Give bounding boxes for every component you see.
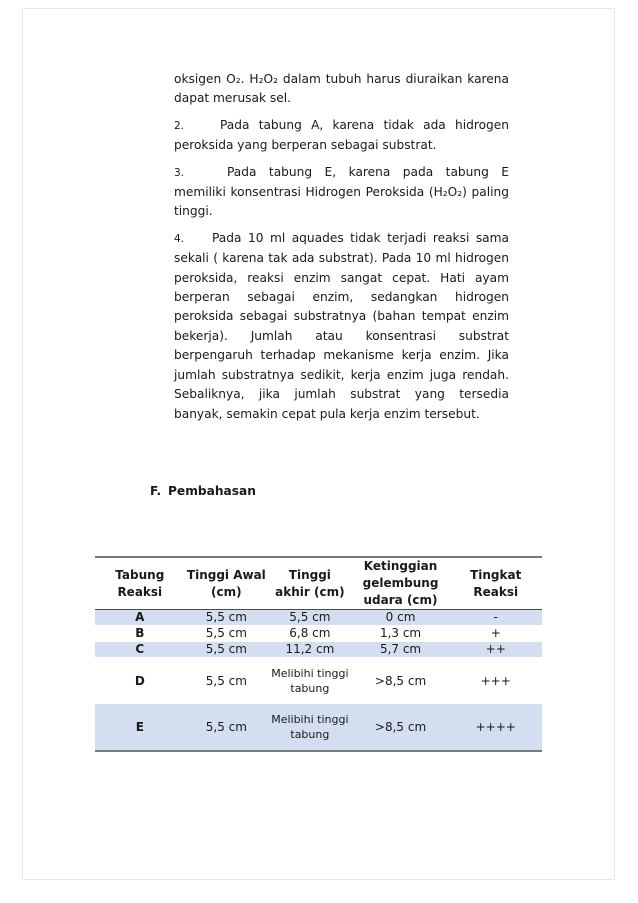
header-ketinggian-gelembung: Ketinggian gelembung udara (cm) [352, 557, 450, 610]
cell-awal: 5,5 cm [185, 626, 269, 642]
header-tinggi-awal: Tinggi Awal (cm) [185, 557, 269, 610]
point-text: Pada tabung E, karena pada tabung E memiliki konsentrasi Hidrogen Peroksida (H₂O₂) paling tinggi. [174, 164, 509, 219]
cell-tabung: C [95, 642, 185, 658]
cell-gelembung: 1,3 cm [352, 626, 450, 642]
point-number: 4. [174, 232, 185, 245]
section-heading [150, 484, 256, 498]
cell-awal: 5,5 cm [185, 642, 269, 658]
table-row [95, 704, 542, 751]
table-row [95, 610, 542, 626]
cell-tingkat: ++ [449, 642, 542, 658]
paragraph-point-2 [174, 116, 509, 156]
point-text: Pada 10 ml aquades tidak terjadi reaksi sama sekali ( karena tak ada substrat). Pada 10 ml hidrogen peroksida, reaksi enzim sangat cepat. Hati ayam berperan sebagai enzim, sedangkan hidrogen peroksida sebagai substratnya (bahan tempat enzim bekerja). Jumlah atau konsentrasi substrat berpengaruh terhadap mekanisme kerja enzim. Jika jumlah substratnya sedikit, kerja enzim juga rendah. Sebaliknya, jika jumlah substrat yang tersedia banyak, semakin cepat pula kerja enzim tersebut. [174, 230, 509, 421]
point-text: Pada tabung A, karena tidak ada hidrogen peroksida yang berperan sebagai substrat. [174, 117, 509, 153]
cell-awal: 5,5 cm [185, 610, 269, 626]
cell-akhir: Melibihi tinggi tabung [271, 667, 349, 695]
cell-tingkat: ++++ [449, 704, 542, 751]
cell-awal: 5,5 cm [205, 673, 247, 688]
table-row [95, 642, 542, 658]
cell-tabung: E [95, 704, 185, 751]
header-tabung-reaksi: Tabung Reaksi [95, 557, 185, 610]
cell-tingkat: - [449, 610, 542, 626]
header-tingkat-reaksi: Tingkat Reaksi [449, 557, 542, 610]
cell-gelembung: >8,5 cm [352, 704, 450, 751]
paragraph-point-3 [174, 163, 509, 222]
cell-akhir: 5,5 cm [268, 610, 352, 626]
cell-gelembung: 0 cm [352, 610, 450, 626]
results-table [95, 556, 542, 752]
point-number: 2. [174, 119, 185, 132]
cell-akhir: 6,8 cm [268, 626, 352, 642]
conclusion-text [174, 70, 509, 424]
paragraph-point-4 [174, 229, 509, 424]
table-row [95, 658, 542, 705]
table-header-row [95, 557, 542, 610]
point-number: 3. [174, 166, 185, 179]
cell-tingkat: +++ [480, 673, 511, 688]
section-title: Pembahasan [168, 484, 256, 498]
cell-tabung: A [95, 610, 185, 626]
cell-awal: 5,5 cm [185, 704, 269, 751]
header-tinggi-akhir: Tinggi akhir (cm) [268, 557, 352, 610]
cell-tabung: D [134, 673, 145, 688]
cell-tabung: B [95, 626, 185, 642]
paragraph-oxygen: oksigen O₂. H₂O₂ dalam tubuh harus diuraikan karena dapat merusak sel. [174, 72, 509, 106]
cell-akhir: Melibihi tinggi tabung [268, 704, 352, 751]
cell-akhir: 11,2 cm [268, 642, 352, 658]
cell-tingkat: + [449, 626, 542, 642]
cell-gelembung: 5,7 cm [352, 642, 450, 658]
cell-gelembung: >8,5 cm [374, 673, 427, 688]
section-letter: F. [150, 484, 162, 498]
table-row [95, 626, 542, 642]
